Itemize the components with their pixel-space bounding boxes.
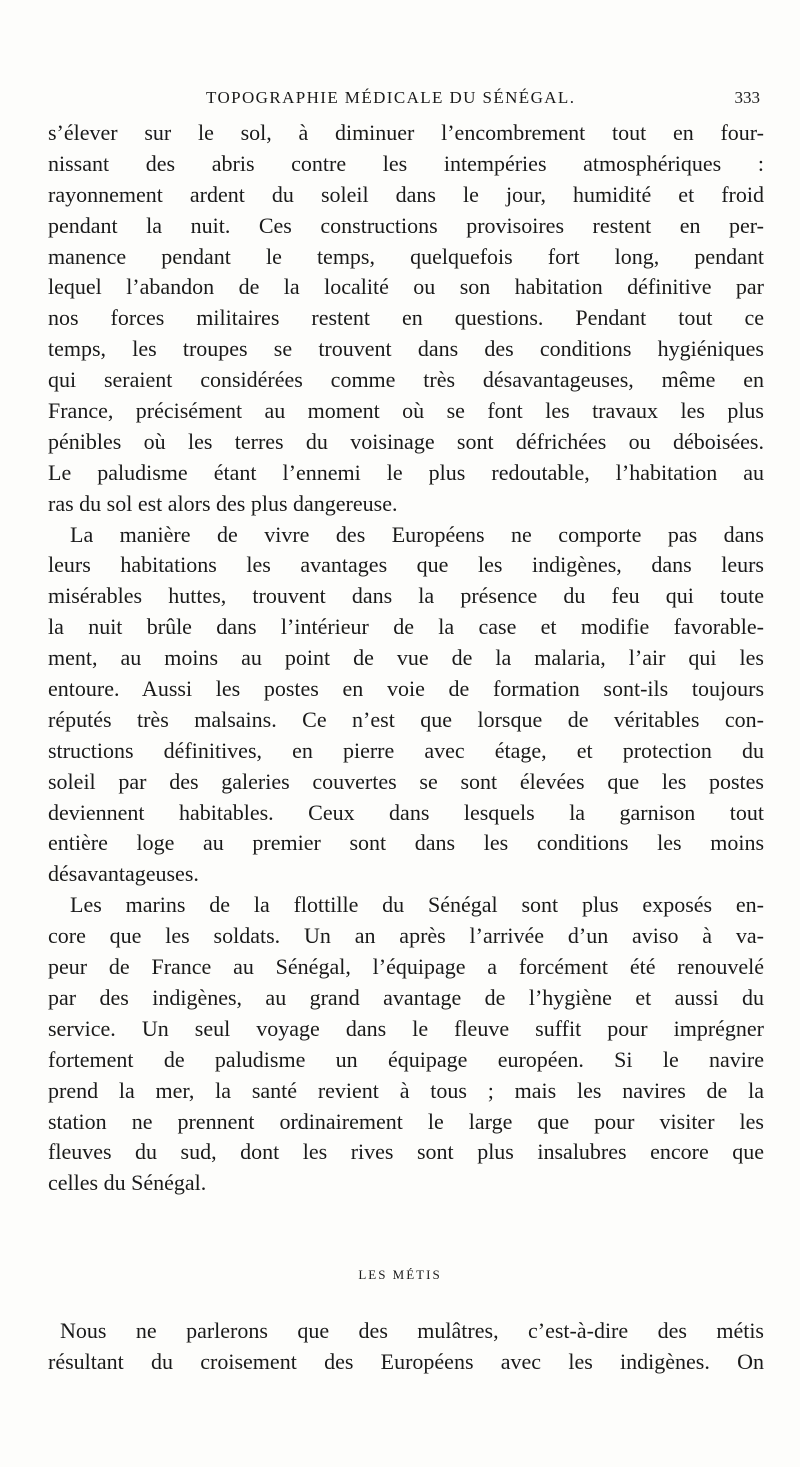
text-line: temps, les troupes se trouvent dans des conditions hygiéniques (48, 336, 764, 362)
text-line: lequel l’abandon de la localité ou son habitation définitive par (48, 274, 764, 300)
closing-paragraph (48, 1316, 764, 1378)
text-line: Les marins de la flottille du Sénégal sont plus exposés en- (70, 892, 764, 918)
text-line: désavantageuses. (48, 861, 199, 887)
text-line: fleuves du sud, dont les rives sont plus insalubres encore que (48, 1139, 764, 1165)
text-line: nissant des abris contre les intempéries atmosphériques : (48, 150, 764, 176)
text-line: service. Un seul voyage dans le fleuve suffit pour imprégner (48, 1015, 764, 1041)
text-line: réputés très malsains. Ce n’est que lorsque de véritables con- (48, 706, 764, 732)
text-line: prend la mer, la santé revient à tous ; mais les navires de la (48, 1077, 764, 1103)
text-line: misérables huttes, trouvent dans la présence du feu qui toute (48, 583, 764, 609)
text-line: entière loge au premier sont dans les conditions les moins (48, 830, 764, 856)
page-number: 333 (734, 88, 760, 107)
body-text (48, 118, 764, 1199)
running-title: TOPOGRAPHIE MÉDICALE DU SÉNÉGAL. (206, 88, 576, 107)
paragraph (48, 890, 764, 1199)
text-line: structions définitives, en pierre avec étage, et protection du (48, 737, 764, 763)
section-heading: LES MÉTIS (358, 1267, 442, 1282)
text-line: leurs habitations les avantages que les indigènes, dans leurs (48, 552, 764, 578)
text-line: ment, au moins au point de vue de la malaria, l’air qui les (48, 645, 764, 671)
paragraph (48, 118, 764, 520)
text-line: soleil par des galeries couvertes se sont élevées que les postes (48, 768, 764, 794)
text-line: peur de France au Sénégal, l’équipage a forcément été renouvelé (48, 954, 764, 980)
text-line: rayonnement ardent du soleil dans le jour, humidité et froid (48, 181, 764, 207)
text-line: La manière de vivre des Européens ne comporte pas dans (70, 521, 764, 547)
paragraph (48, 520, 764, 891)
text-line: ras du sol est alors des plus dangereuse. (48, 490, 398, 516)
text-line: fortement de paludisme un équipage européen. Si le navire (48, 1046, 764, 1072)
text-line: station ne prennent ordinairement le large que pour visiter les (48, 1108, 764, 1134)
text-line: qui seraient considérées comme très désavantageuses, même en (48, 367, 764, 393)
text-line: pendant la nuit. Ces constructions provisoires restent en per- (48, 212, 764, 238)
text-line: s’élever sur le sol, à diminuer l’encombrement tout en four- (48, 120, 764, 145)
text-line: entoure. Aussi les postes en voie de formation sont-ils toujours (48, 676, 764, 702)
text-line: résultant du croisement des Européens avec les indigènes. On (48, 1348, 764, 1374)
text-line: Le paludisme étant l’ennemi le plus redoutable, l’habitation au (48, 459, 764, 485)
text-line: pénibles où les terres du voisinage sont défrichées ou déboisées. (48, 428, 764, 454)
text-line: core que les soldats. Un an après l’arrivée d’un aviso à va- (48, 923, 764, 949)
text-line: deviennent habitables. Ceux dans lesquels la garnison tout (48, 799, 764, 825)
text-line: celles du Sénégal. (48, 1170, 207, 1196)
text-line: par des indigènes, au grand avantage de l’hygiène et aussi du (48, 984, 764, 1010)
text-line: manence pendant le temps, quelquefois fort long, pendant (48, 243, 764, 269)
text-line: la nuit brûle dans l’intérieur de la case et modifie favorable- (48, 614, 764, 640)
running-head (48, 88, 762, 112)
text-line: Nous ne parlerons que des mulâtres, c’est-à-dire des métis (60, 1318, 764, 1343)
text-line: nos forces militaires restent en questions. Pendant tout ce (48, 305, 764, 331)
text-line: France, précisément au moment où se font les travaux les plus (48, 398, 764, 424)
